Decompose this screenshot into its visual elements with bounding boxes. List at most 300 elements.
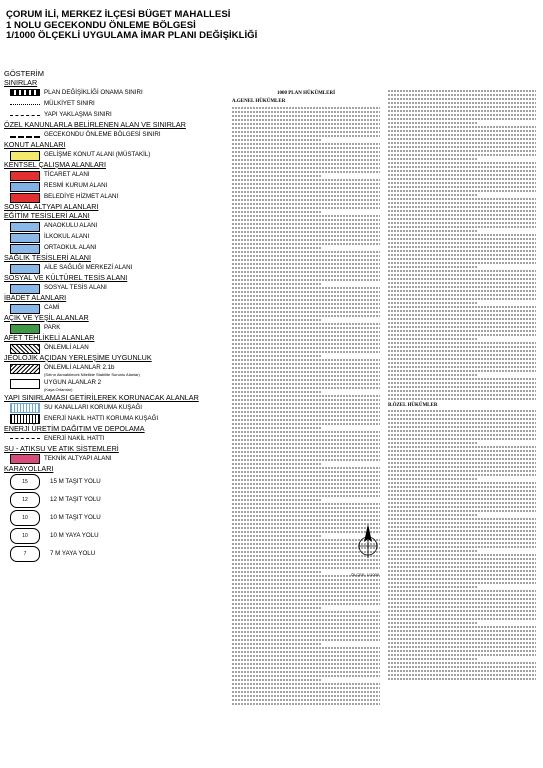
- legend-heading: GÖSTERİM: [4, 69, 45, 78]
- road-symbol: 7: [10, 546, 40, 562]
- legend-item-note: (Kaya Ortamlar): [44, 387, 73, 393]
- provision-text-line: [388, 118, 536, 120]
- provision-text-line: [232, 703, 380, 705]
- provision-text-line: [388, 458, 536, 460]
- provision-text-line: [388, 234, 536, 236]
- provision-text-line: [388, 478, 477, 480]
- provision-text-line: [388, 410, 536, 412]
- legend-symbol-edu: [10, 233, 40, 241]
- provision-text-line: [388, 674, 536, 676]
- provision-text-line: [232, 655, 380, 657]
- provision-text-line: [232, 375, 380, 377]
- provision-text-line: [388, 490, 536, 492]
- provision-text-line: [232, 667, 380, 669]
- provision-text-line: [232, 511, 380, 513]
- provision-text-line: [388, 362, 536, 364]
- provision-text-line: [232, 371, 380, 373]
- provision-text-line: [388, 258, 536, 260]
- provision-text-line: [388, 294, 536, 296]
- provision-text-line: [388, 582, 536, 584]
- legend-section-title: SINIRLAR: [4, 78, 38, 87]
- provision-text-line: [232, 411, 380, 413]
- provision-text-line: [232, 487, 380, 489]
- provision-text-line: [388, 630, 536, 632]
- provision-text-line: [388, 546, 536, 548]
- provision-text-line: [232, 443, 380, 445]
- provision-text-line: [232, 123, 380, 125]
- provision-text-line: [232, 247, 321, 249]
- provision-text-line: [388, 466, 536, 468]
- provision-text-line: [388, 438, 536, 440]
- legend-symbol-housing: [10, 151, 40, 159]
- provision-text-line: [388, 394, 536, 396]
- scale-label: ÖLÇEK: 1/1000: [351, 572, 380, 577]
- legend-item: [4, 262, 226, 273]
- provision-text-line: [388, 578, 536, 580]
- legend-symbol-gecekondu: [10, 131, 40, 139]
- legend-symbol-energy-line: [10, 434, 40, 442]
- legend-item: [4, 433, 226, 444]
- road-legend: [4, 473, 226, 563]
- provision-text-line: [388, 322, 536, 324]
- provision-text-line: [232, 259, 380, 261]
- provision-text-line: [388, 370, 536, 372]
- provision-text-line: [388, 150, 536, 152]
- legend-symbol-plan-limit: [10, 89, 40, 97]
- provision-text-line: [232, 611, 380, 613]
- provision-text-line: [388, 342, 536, 344]
- provision-text-line: [232, 107, 380, 109]
- road-item: [4, 509, 226, 527]
- provision-text-line: [388, 218, 536, 220]
- provision-text-line: [232, 643, 321, 645]
- provision-text-line: [232, 679, 321, 681]
- legend-item: [4, 109, 226, 120]
- provision-text-line: [388, 242, 536, 244]
- legend-item-label: ENERJİ NAKİL HATTI KORUMA KUŞAĞI: [44, 414, 159, 422]
- legend-item: [4, 377, 226, 388]
- provision-text-line: [388, 550, 477, 552]
- road-symbol: 10: [10, 510, 40, 526]
- provision-text-line: [388, 566, 536, 568]
- provision-text-line: [232, 379, 380, 381]
- provision-text-line: [388, 562, 536, 564]
- provision-text-line: [388, 214, 536, 216]
- provision-text-line: [388, 606, 536, 608]
- legend-symbol-health: [10, 264, 40, 272]
- notes-heading: 1000 PLAN HÜKÜMLERİ: [276, 91, 336, 96]
- legend-section-title: AFET TEHLİKELİ ALANLAR: [4, 333, 95, 342]
- provision-text-line: [388, 426, 536, 428]
- provision-text-line: [232, 335, 380, 337]
- provision-text-line: [388, 430, 536, 432]
- provision-text-line: [232, 491, 380, 493]
- provision-text-line: [232, 195, 380, 197]
- provision-text-line: [388, 414, 536, 416]
- provision-text-line: [232, 355, 321, 357]
- legend-symbol-park: [10, 324, 40, 332]
- provision-text-line: [388, 102, 536, 104]
- provision-text-line: [232, 251, 380, 253]
- provision-text-line: [232, 155, 380, 157]
- provision-text-line: [232, 239, 380, 241]
- road-symbol: 12: [10, 492, 40, 508]
- provision-text-line: [388, 206, 536, 208]
- provision-text-line: [388, 170, 536, 172]
- provision-text-line: [232, 583, 380, 585]
- legend-symbol-water-belt: [10, 403, 40, 411]
- legend-item-label: YAPI YAKLAŞMA SINIRI: [44, 111, 112, 118]
- provision-text-line: [232, 495, 380, 497]
- provision-text-line: [388, 382, 536, 384]
- provision-text-line: [232, 291, 380, 293]
- provision-text-line: [388, 174, 536, 176]
- legend-section-title: SOSYAL VE KÜLTÜREL TESİS ALANI: [4, 273, 128, 282]
- legend-symbol-edu: [10, 222, 40, 230]
- legend-item: [4, 220, 226, 231]
- provision-text-line: [388, 186, 536, 188]
- provision-text-line: [232, 263, 380, 265]
- provision-text-line: [232, 407, 380, 409]
- provision-text-line: [232, 323, 380, 325]
- provision-text-line: [388, 590, 536, 592]
- provision-text-line: [232, 111, 380, 113]
- provision-text-line: [232, 211, 321, 213]
- provision-text-line: [232, 327, 380, 329]
- provision-text-line: [388, 386, 536, 388]
- provision-text-line: [388, 658, 477, 660]
- legend-item: [4, 149, 226, 160]
- legend-item: [4, 191, 226, 202]
- legend-symbol-official: [10, 182, 40, 190]
- provision-text-line: [232, 331, 380, 333]
- legend: [4, 69, 226, 563]
- legend-item-label: ENERJİ NAKİL HATTI: [44, 434, 105, 442]
- provision-text-line: [388, 158, 477, 160]
- provision-text-line: [232, 267, 380, 269]
- provision-text-line: [388, 254, 536, 256]
- provision-text-line: [388, 558, 536, 560]
- provision-text-line: [388, 130, 536, 132]
- legend-section-title: SAĞLIK TESİSLERİ ALANI: [4, 253, 91, 262]
- provision-text-line: [232, 623, 380, 625]
- provision-text-line: [232, 675, 380, 677]
- provision-text-line: [232, 419, 380, 421]
- provision-text-line: [232, 351, 380, 353]
- legend-item-label: UYGUN ALANLAR 2: [44, 379, 102, 387]
- provision-text-line: [232, 359, 380, 361]
- legend-symbol-edu: [10, 244, 40, 252]
- provision-text-line: [232, 587, 380, 589]
- provision-text-line: [232, 311, 380, 313]
- provision-text-line: [388, 354, 536, 356]
- provision-text-line: [388, 134, 536, 136]
- provision-text-line: [388, 646, 536, 648]
- provision-text-line: [388, 398, 536, 400]
- provision-text-line: [232, 191, 380, 193]
- provision-text-line: [232, 659, 380, 661]
- legend-item: [4, 231, 226, 242]
- provision-text-line: [388, 266, 477, 268]
- provision-text-line: [388, 482, 536, 484]
- provision-text-line: [232, 271, 380, 273]
- provision-text-line: [232, 595, 380, 597]
- legend-item-label: GELİŞME KONUT ALANI (MÜSTAKİL): [44, 151, 151, 158]
- road-label: 15 M TAŞIT YOLU: [50, 478, 101, 486]
- provision-text-line: [232, 599, 380, 601]
- provision-text-line: [388, 594, 536, 596]
- provision-text-line: [232, 651, 380, 653]
- legend-item: [4, 342, 226, 353]
- provision-text-line: [232, 151, 380, 153]
- provision-text-line: [388, 610, 536, 612]
- provision-text-line: [232, 619, 380, 621]
- road-label: 12 M TAŞIT YOLU: [50, 496, 101, 504]
- provision-text-line: [388, 678, 536, 680]
- provision-text-line: [388, 530, 536, 532]
- provision-text-line: [388, 634, 536, 636]
- provision-text-line: [232, 231, 380, 233]
- provision-text-line: [232, 683, 380, 685]
- provision-text-line: [388, 338, 477, 340]
- provision-text-line: [232, 467, 380, 469]
- provision-text-line: [388, 626, 536, 628]
- legend-item: [4, 242, 226, 253]
- provision-text-line: [388, 318, 536, 320]
- provision-text-line: [388, 290, 536, 292]
- provision-text-line: [232, 159, 380, 161]
- provision-text-line: [232, 479, 380, 481]
- legend-symbol-geo1: [10, 364, 40, 372]
- legend-section-title: AÇIK VE YEŞİL ALANLAR: [4, 313, 89, 322]
- provision-text-line: [232, 459, 380, 461]
- provision-text-line: [232, 627, 380, 629]
- provision-text-line: [388, 618, 536, 620]
- title-line-1: ÇORUM İLİ, MERKEZ İLÇESİ BÜGET MAHALLESİ: [6, 9, 231, 20]
- legend-section-title: İBADET ALANLARI: [4, 293, 67, 302]
- general-provisions-continued: [388, 90, 536, 400]
- provision-text-line: [388, 514, 477, 516]
- legend-section-title: ÖZEL KANUNLARLA BELİRLENEN ALAN VE SINIRLAR: [4, 120, 186, 129]
- legend-item-label: TİCARET ALANI: [44, 171, 90, 178]
- provision-text-line: [388, 122, 477, 124]
- provision-text-line: [232, 423, 380, 425]
- provision-text-line: [232, 275, 380, 277]
- provision-text-line: [388, 330, 536, 332]
- special-provisions-text: [388, 410, 536, 680]
- provision-text-line: [232, 631, 380, 633]
- road-symbol: 10: [10, 528, 40, 544]
- provision-text-line: [388, 350, 536, 352]
- provision-text-line: [232, 451, 380, 453]
- provision-text-line: [388, 522, 536, 524]
- provision-text-line: [232, 639, 380, 641]
- provision-text-line: [388, 306, 536, 308]
- provision-text-line: [232, 227, 380, 229]
- provision-text-line: [388, 554, 536, 556]
- provision-text-line: [388, 198, 536, 200]
- provision-text-line: [388, 314, 536, 316]
- provision-text-line: [388, 494, 536, 496]
- provision-text-line: [388, 274, 536, 276]
- provision-text-line: [232, 691, 380, 693]
- legend-symbol-geo2: [10, 379, 40, 387]
- road-label: 10 M TAŞIT YOLU: [50, 514, 101, 522]
- legend-item: [4, 322, 226, 333]
- provision-text-line: [232, 119, 380, 121]
- legend-item-label: AİLE SAĞLIĞI MERKEZİ ALANI: [44, 264, 133, 271]
- provision-text-line: [388, 418, 536, 420]
- legend-body: [4, 79, 226, 473]
- provision-text-line: [388, 470, 536, 472]
- provision-text-line: [388, 166, 536, 168]
- provision-text-line: [232, 139, 321, 141]
- legend-item: [4, 169, 226, 180]
- provision-text-line: [232, 427, 321, 429]
- provision-text-line: [388, 278, 536, 280]
- provision-text-line: [232, 403, 380, 405]
- provision-text-line: [232, 603, 380, 605]
- legend-item: [4, 402, 226, 413]
- provision-text-line: [232, 571, 321, 573]
- provision-text-line: [232, 415, 380, 417]
- provision-text-line: [388, 178, 536, 180]
- legend-item-label: BELEDİYE HİZMET ALANI: [44, 193, 119, 200]
- provision-text-line: [232, 175, 321, 177]
- provision-text-line: [388, 374, 477, 376]
- legend-section-title: KENTSEL ÇALIŞMA ALANLARI: [4, 160, 106, 169]
- provision-text-line: [388, 94, 536, 96]
- provision-text-line: [232, 635, 380, 637]
- provision-text-line: [388, 650, 536, 652]
- provision-text-line: [232, 519, 380, 521]
- provision-text-line: [232, 687, 380, 689]
- provision-text-line: [388, 154, 536, 156]
- provision-text-line: [232, 255, 380, 257]
- provision-text-line: [388, 654, 536, 656]
- road-symbol: 15: [10, 474, 40, 490]
- provision-text-line: [388, 190, 536, 192]
- legend-section-title: JEOLOJİK AÇIDAN YERLEŞİME UYGUNLUK: [4, 353, 152, 362]
- provision-text-line: [388, 390, 536, 392]
- title-line-2: 1 NOLU GECEKONDU ÖNLEME BÖLGESİ: [6, 19, 196, 31]
- provision-text-line: [388, 446, 536, 448]
- provision-text-line: [388, 538, 536, 540]
- provision-text-line: [388, 454, 536, 456]
- provision-text-line: [388, 366, 536, 368]
- provision-text-line: [232, 483, 380, 485]
- provision-text-line: [388, 434, 536, 436]
- provision-text-line: [232, 315, 380, 317]
- provision-text-line: [388, 162, 536, 164]
- legend-item: [4, 302, 226, 313]
- provision-text-line: [388, 670, 536, 672]
- provision-text-line: [232, 395, 380, 397]
- provision-text-line: [232, 287, 380, 289]
- legend-item-label: TEKNİK ALTYAPI ALANI: [44, 454, 112, 462]
- provision-text-line: [388, 346, 536, 348]
- provision-text-line: [388, 462, 536, 464]
- provision-text-line: [388, 298, 536, 300]
- provision-text-line: [232, 367, 380, 369]
- provision-text-line: [232, 167, 380, 169]
- legend-item-label: PARK: [44, 324, 61, 331]
- provision-text-line: [388, 98, 536, 100]
- provision-text-line: [232, 127, 380, 129]
- provision-text-line: [232, 499, 321, 501]
- provision-text-line: [388, 614, 536, 616]
- legend-item-label: CAMİ: [44, 304, 60, 311]
- provision-text-line: [232, 463, 321, 465]
- legend-symbol-tech: [10, 454, 40, 462]
- provision-text-line: [388, 422, 536, 424]
- provision-text-line: [232, 147, 380, 149]
- provision-text-line: [388, 642, 536, 644]
- provision-text-line: [388, 622, 477, 624]
- provision-text-line: [388, 194, 477, 196]
- road-item: [4, 545, 226, 563]
- provision-text-line: [232, 319, 321, 321]
- provision-text-line: [232, 607, 321, 609]
- provision-text-line: [388, 182, 536, 184]
- provision-text-line: [232, 515, 380, 517]
- provision-text-line: [388, 246, 536, 248]
- provision-text-line: [388, 574, 536, 576]
- road-item: [4, 473, 226, 491]
- provision-text-line: [232, 391, 321, 393]
- provision-text-line: [388, 526, 536, 528]
- provision-text-line: [388, 486, 536, 488]
- provision-text-line: [232, 171, 380, 173]
- legend-item-label: RESMİ KURUM ALANI: [44, 182, 108, 189]
- provision-text-line: [388, 586, 477, 588]
- legend-symbol-mosque: [10, 304, 40, 312]
- provision-text-line: [388, 138, 536, 140]
- provision-text-line: [232, 435, 380, 437]
- provision-text-line: [232, 475, 380, 477]
- legend-item: [4, 180, 226, 191]
- legend-section-title: YAPI SINIRLAMASI GETİRİLEREK KORUNACAK ALANLAR: [4, 392, 199, 402]
- provision-text-line: [232, 163, 380, 165]
- legend-symbol-hazard: [10, 344, 40, 352]
- road-item: [4, 527, 226, 545]
- legend-item-label: ÖNLEMLİ ALANLAR 2.1b: [44, 364, 115, 371]
- legend-item-label: PLAN DEĞİŞİKLİĞİ ONAMA SINIRI: [44, 89, 143, 96]
- provision-text-line: [388, 106, 536, 108]
- provision-text-line: [388, 638, 536, 640]
- provision-text-line: [232, 339, 380, 341]
- road-label: 7 M YAYA YOLU: [50, 550, 96, 558]
- provision-text-line: [232, 299, 380, 301]
- notes-column-right: [388, 88, 536, 682]
- legend-symbol-social: [10, 284, 40, 292]
- provision-text-line: [388, 262, 536, 264]
- provision-text-line: [388, 238, 536, 240]
- provision-text-line: [232, 383, 380, 385]
- provision-text-line: [232, 615, 380, 617]
- provision-text-line: [388, 282, 536, 284]
- legend-symbol-trade: [10, 171, 40, 179]
- provision-text-line: [232, 431, 380, 433]
- provision-text-line: [232, 579, 380, 581]
- provision-text-line: [388, 146, 536, 148]
- provision-text-line: [388, 378, 536, 380]
- legend-symbol-energy-belt: [10, 414, 40, 422]
- provision-text-line: [388, 302, 477, 304]
- legend-item-label: SOSYAL TESİS ALANI: [44, 284, 107, 291]
- provision-text-line: [232, 223, 380, 225]
- provision-text-line: [388, 142, 536, 144]
